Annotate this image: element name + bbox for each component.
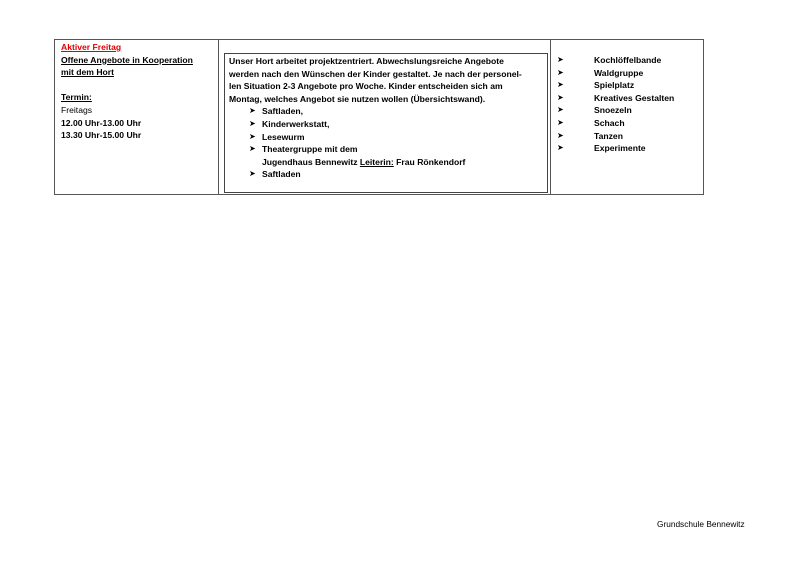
project-list (229, 105, 543, 155)
arrowhead-bullet-icon: ➤ (557, 143, 564, 153)
project-list (229, 168, 543, 181)
description-line: len Situation 2-3 Angebote pro Woche. Kinder entscheiden sich am (229, 81, 503, 92)
time-slot: 13.30 Uhr-15.00 Uhr (61, 130, 142, 141)
arrowhead-bullet-icon: ➤ (557, 130, 564, 140)
offer-table (54, 39, 704, 195)
arrowhead-bullet-icon: ➤ (557, 55, 564, 64)
list-item-continuation: Jugendhaus Bennewitz Leiterin: Frau Rönkendorf (262, 156, 466, 167)
description-line: Montag, welches Angebot sie nutzen wollen (Übersichtswand). (229, 93, 486, 104)
list-item: ➤ Spielplatz (557, 80, 635, 91)
description-box (224, 53, 548, 193)
section-subtitle: Offene Angebote in Kooperation (61, 54, 193, 65)
leiterin-label: Leiterin: (359, 156, 394, 167)
list-item: ➤ Kreatives Gestalten (557, 92, 675, 103)
list-item: ➤ Tanzen (557, 130, 623, 141)
list-item: ➤ Saftladen (249, 169, 301, 180)
arrowhead-bullet-icon: ➤ (557, 67, 564, 77)
arrowhead-bullet-icon: ➤ (249, 169, 256, 179)
arrowhead-bullet-icon: ➤ (249, 106, 256, 116)
schedule-column (61, 41, 221, 142)
list-item: ➤ Waldgruppe (557, 67, 644, 78)
list-item: ➤ Experimente (557, 143, 646, 154)
list-item: ➤ Kochlöffelbande (557, 55, 662, 65)
column-divider (550, 40, 551, 194)
list-item: ➤ Snoezeln (557, 105, 632, 116)
activity-list (553, 54, 703, 155)
page-footer: Grundschule Bennewitz (657, 519, 745, 529)
section-title: Aktiver Freitag (61, 42, 122, 52)
activities-column (553, 54, 703, 155)
arrowhead-bullet-icon: ➤ (557, 117, 564, 127)
description-line: Unser Hort arbeitet projektzentriert. Abwechslungsreiche Angebote (229, 56, 504, 66)
list-item: ➤ Theatergruppe mit dem (249, 144, 358, 155)
arrowhead-bullet-icon: ➤ (249, 144, 256, 154)
list-item: ➤ Kinderwerkstatt, (249, 118, 330, 129)
time-slot: 12.00 Uhr-13.00 Uhr (61, 117, 142, 128)
arrowhead-bullet-icon: ➤ (557, 105, 564, 115)
list-item: ➤ Lesewurm (249, 131, 305, 142)
description-line: werden nach den Wünschen der Kinder gestaltet. Je nach der personel- (229, 68, 522, 79)
list-item: ➤ Saftladen, (249, 106, 304, 117)
arrowhead-bullet-icon: ➤ (249, 131, 256, 141)
arrowhead-bullet-icon: ➤ (557, 92, 564, 102)
termin-label: Termin: (61, 92, 92, 103)
arrowhead-bullet-icon: ➤ (557, 80, 564, 90)
list-item: ➤ Schach (557, 117, 625, 128)
arrowhead-bullet-icon: ➤ (249, 118, 256, 128)
section-subtitle: mit dem Hort (61, 67, 114, 78)
day-text: Freitags (61, 104, 93, 115)
